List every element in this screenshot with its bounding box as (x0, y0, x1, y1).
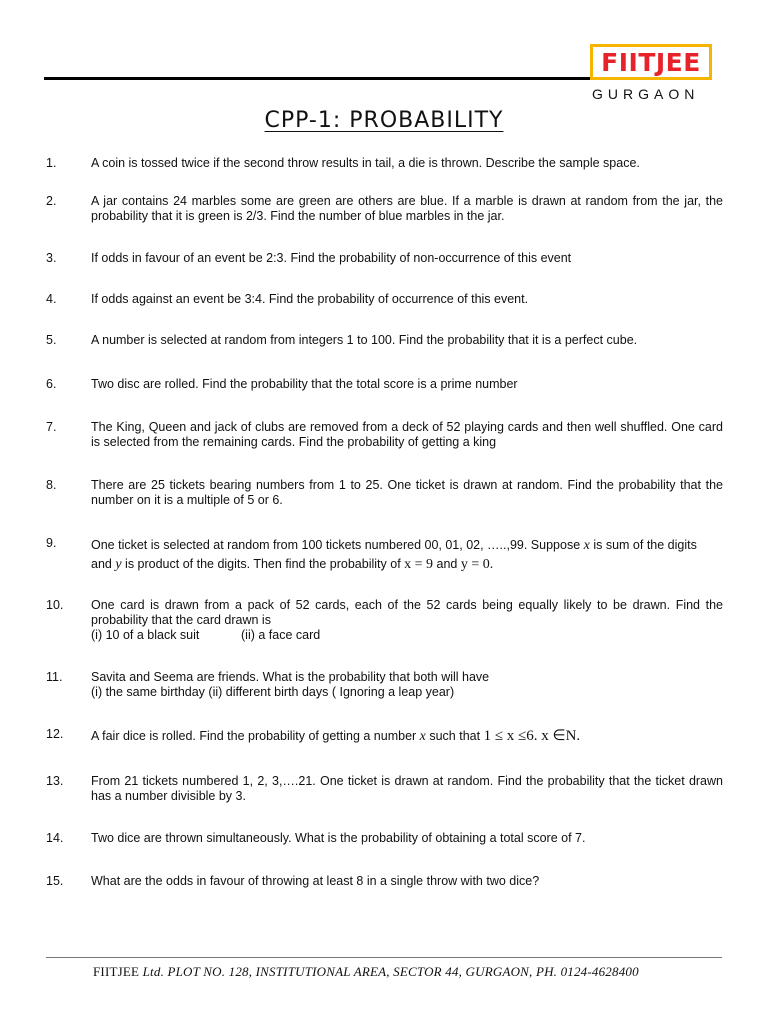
question-text (91, 598, 723, 643)
question-number: 13. (46, 774, 64, 788)
question-number: 4. (46, 292, 57, 306)
question-text: Two disc are rolled. Find the probability that the total score is a prime number (91, 377, 518, 391)
question-text: A jar contains 24 marbles some are green are others are blue. If a marble is drawn at random from the jar, the probability that it is green is 2/3. Find the number of blue marbles in the jar. (91, 194, 723, 223)
question-number: 10. (46, 598, 64, 612)
question-number: 8. (46, 478, 57, 492)
question-number: 12. (46, 727, 64, 741)
question-text: A number is selected at random from integers 1 to 100. Find the probability that it is a perfect cube. (91, 333, 638, 347)
question-text-part: and (433, 557, 461, 571)
question-text-part: (i) the same birthday (ii) different birth days ( Ignoring a leap year) (91, 685, 455, 699)
question-number: 14. (46, 831, 64, 845)
question-text: If odds in favour of an event be 2:3. Find the probability of non-occurrence of this event (91, 251, 572, 265)
question-number: 2. (46, 194, 57, 208)
question-number: 7. (46, 420, 57, 434)
question-text (91, 670, 723, 700)
question-text-part: such that (425, 729, 484, 743)
question-text-part: One ticket is selected at random from 100 tickets numbered 00, 01, 02, …..,99. Suppose (91, 538, 584, 552)
math-variable: x (583, 538, 590, 553)
question-number: 3. (46, 251, 57, 265)
page-title (0, 108, 768, 133)
question-text: The King, Queen and jack of clubs are removed from a deck of 52 playing cards and then well shuffled. One card is selected from the remaining cards. Find the probability of getting a king (91, 420, 723, 449)
page-title-text: CPP-1: PROBABILITY (264, 108, 504, 133)
math-variable: y (115, 557, 122, 572)
question-text: There are 25 tickets bearing numbers from 1 to 25. One ticket is drawn at random. Find the probability that the number on it is a multiple of 5 or 6. (91, 478, 723, 507)
footer-rule (46, 957, 722, 958)
question-text: A coin is tossed twice if the second throw results in tail, a die is thrown. Describe the sample space. (91, 156, 640, 170)
question-number: 15. (46, 874, 64, 888)
logo-subtitle: GURGAON (592, 86, 700, 102)
question-text-part: is product of the digits. Then find the probability of (121, 557, 405, 571)
question-number: 6. (46, 377, 57, 391)
question-text (91, 536, 723, 574)
footer-address (93, 964, 639, 980)
question-text-part: A fair dice is rolled. Find the probability of getting a number (91, 729, 420, 743)
footer-address-text: PLOT NO. 128, INSTITUTIONAL AREA, SECTOR 44, GURGAON, PH. 0124-4628400 (167, 964, 639, 979)
math-expression: y = 0. (460, 557, 494, 572)
question-part-i: (i) 10 of a black suit (91, 628, 200, 642)
question-text-part: and (91, 557, 116, 571)
math-expression: 1 ≤ x ≤6. x ∈N. (483, 728, 581, 744)
math-expression: x = 9 (404, 557, 434, 572)
question-text (91, 727, 723, 746)
math-variable: x (419, 729, 426, 744)
footer-brand: FIITJEE (93, 964, 140, 979)
footer-ltd: Ltd. (142, 964, 165, 979)
question-number: 1. (46, 156, 57, 170)
question-text: What are the odds in favour of throwing at least 8 in a single throw with two dice? (91, 874, 540, 888)
question-number: 5. (46, 333, 57, 347)
logo-text: FIITJEE (601, 47, 701, 77)
question-text: If odds against an event be 3:4. Find the probability of occurrence of this event. (91, 292, 529, 306)
question-number: 9. (46, 536, 57, 550)
question-text-part: Savita and Seema are friends. What is the probability that both will have (91, 670, 490, 684)
question-text: From 21 tickets numbered 1, 2, 3,….21. One ticket is drawn at random. Find the probability that the ticket drawn has a number divisible by 3. (91, 774, 723, 803)
question-number: 11. (46, 670, 63, 684)
question-part-ii: (ii) a face card (241, 628, 321, 642)
fiitjee-logo (590, 44, 712, 80)
question-parts (91, 628, 723, 643)
header-rule (44, 77, 592, 80)
question-text-part: is sum of the digits (589, 538, 697, 552)
question-text-part: One card is drawn from a pack of 52 cards, each of the 52 cards being equally likely to be drawn. Find the probability that the card drawn is (91, 598, 723, 627)
question-text: Two dice are thrown simultaneously. What is the probability of obtaining a total score of 7. (91, 831, 586, 845)
